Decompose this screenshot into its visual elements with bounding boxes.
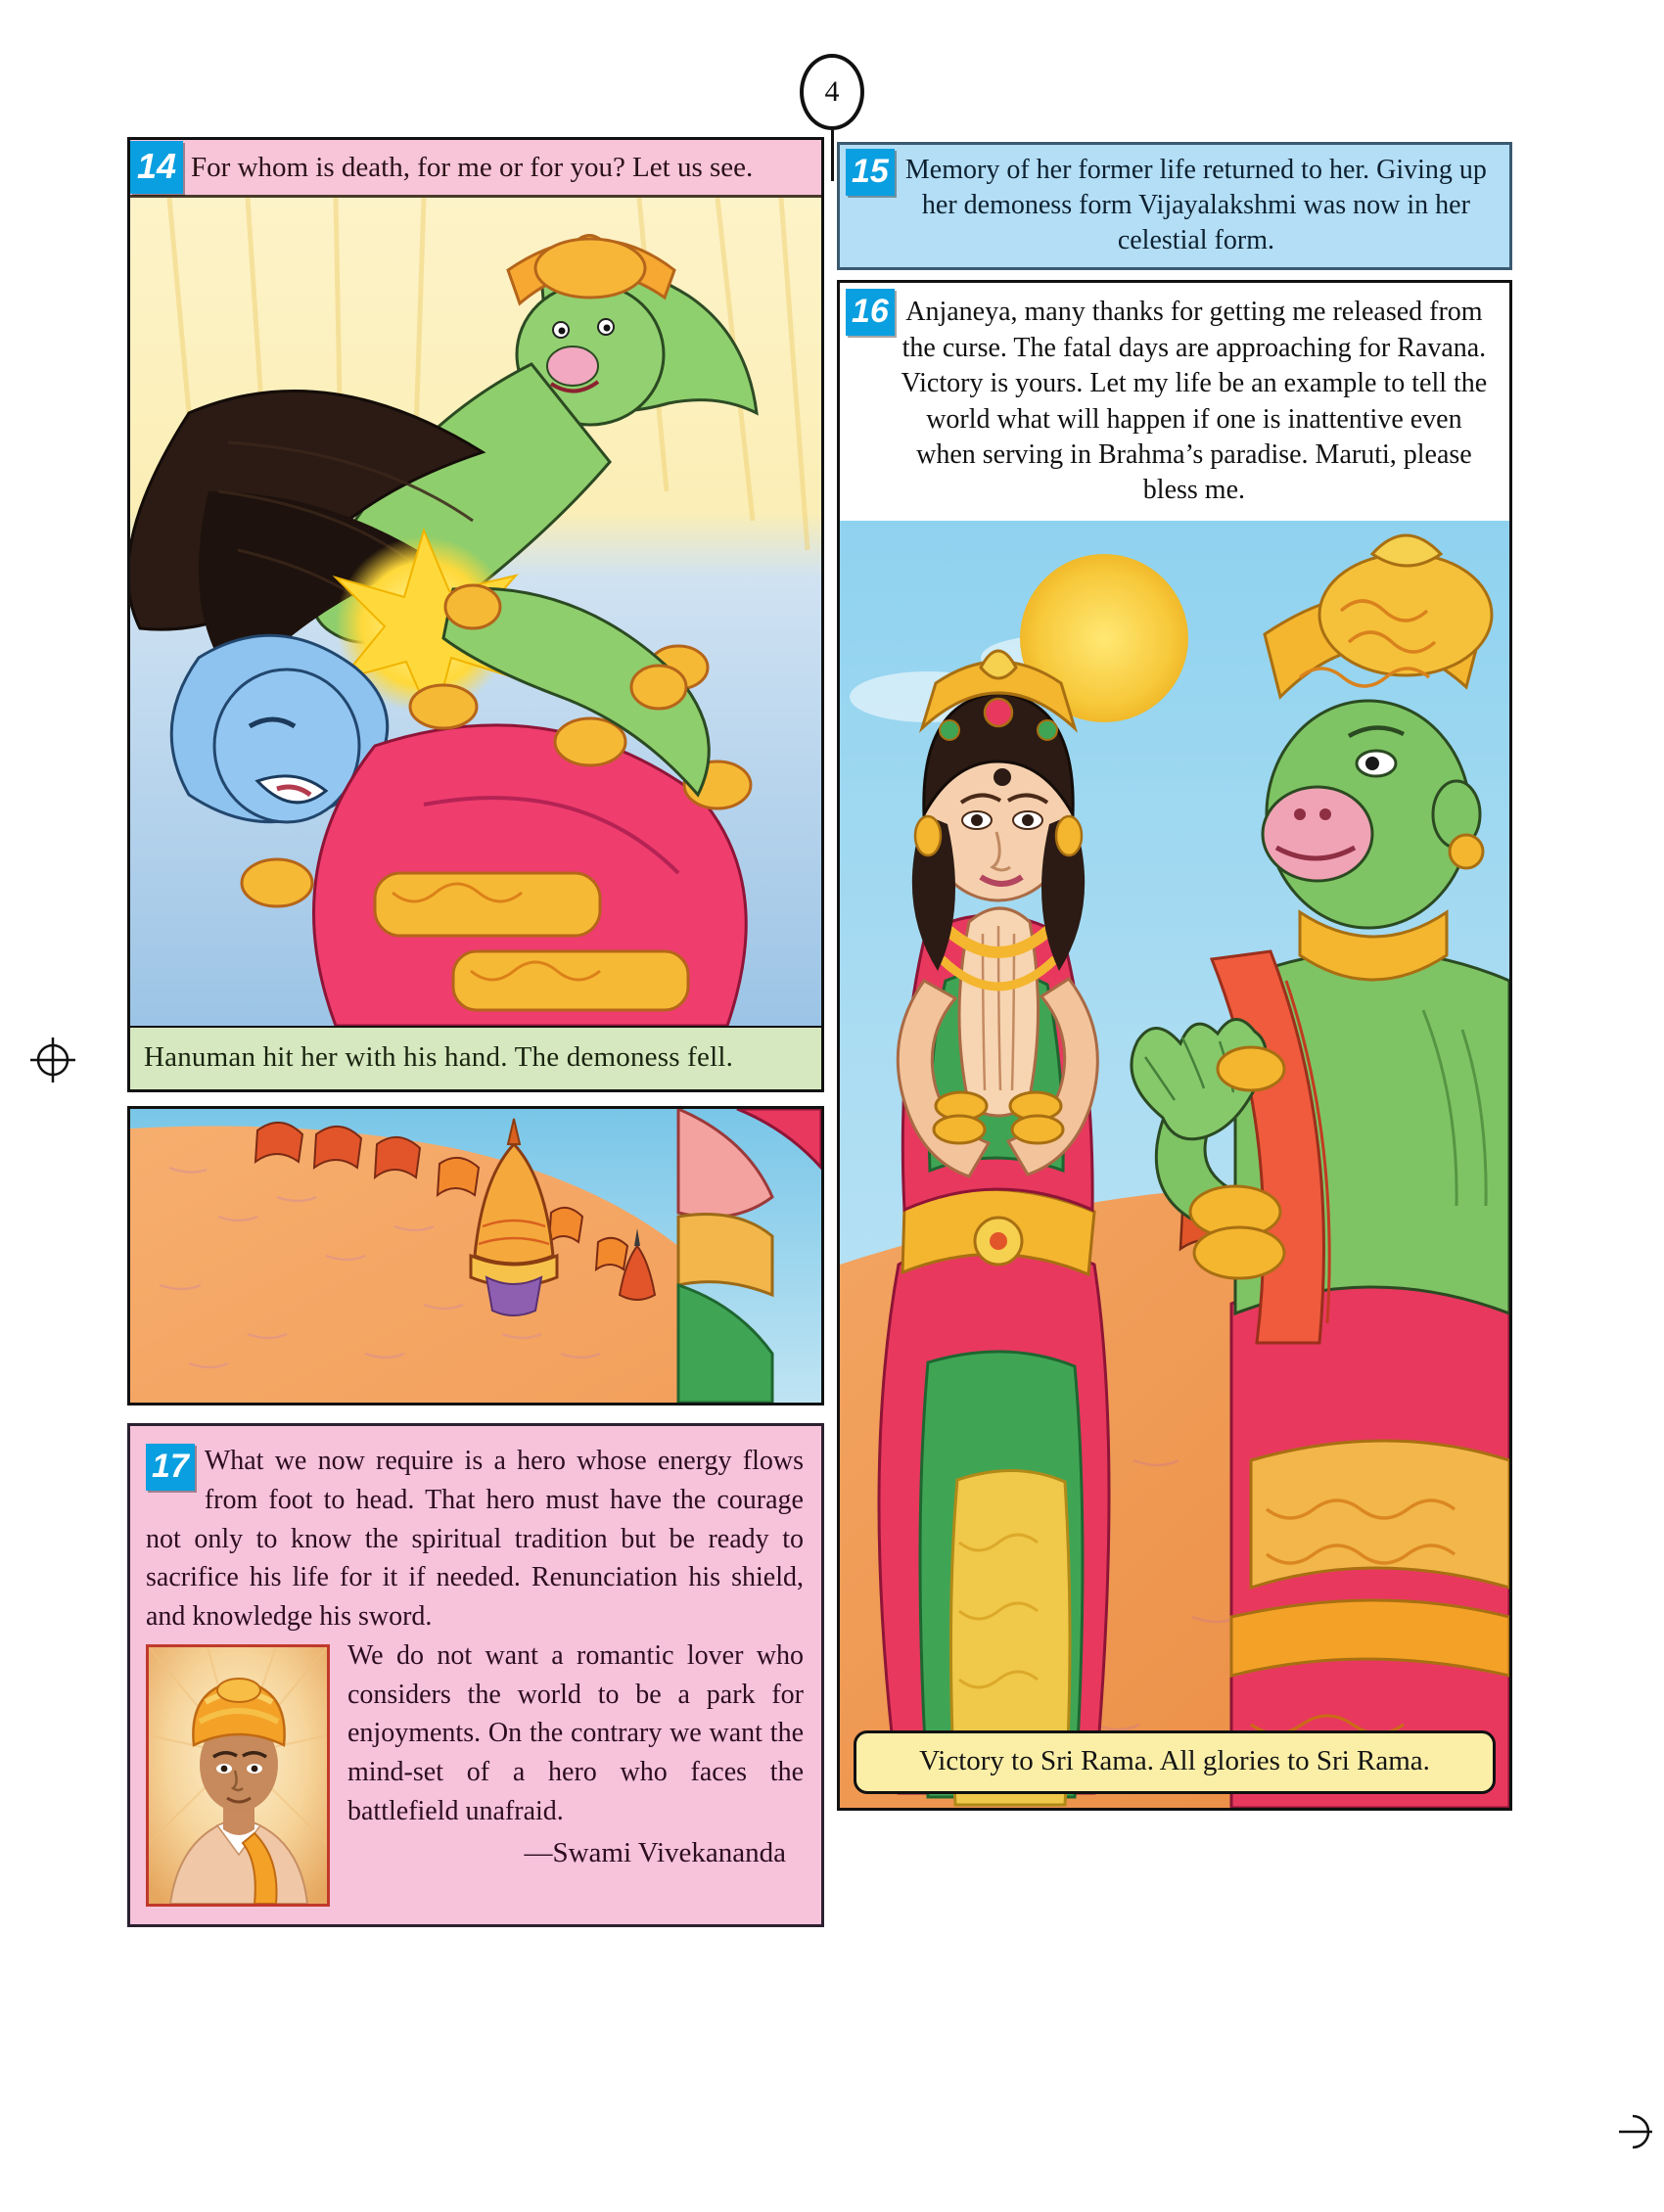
panel-16-text: Anjaneya, many thanks for getting me released from the curse. The fatal days are approaching for Ravana. Victory is yours. Let my life be an example to tell the world what will happen if one is inattentive even when serving in Brahma’s paradise. Maruti, please bless me.	[901, 297, 1488, 506]
panel-15	[837, 142, 1512, 270]
panel-17-attribution: —Swami Vivekananda	[524, 1836, 786, 1868]
panel-16-artwork	[837, 521, 1512, 1811]
page-number-stem	[831, 130, 834, 181]
panel-17-number-badge: 17	[146, 1444, 195, 1491]
left-column	[127, 137, 824, 1927]
page-number: 4	[800, 54, 864, 130]
panel-15-number-badge: 15	[846, 149, 895, 196]
panel-14-artwork	[130, 198, 821, 1026]
panel-16-number-badge: 16	[846, 289, 895, 336]
panel-17-paragraph-1: What we now require is a hero whose energy flows from foot to head. That hero must have the courage not only to know the spiritual tradition but be ready to sacrifice his life for it if needed. Renunciation his shield, and knowledge his sword.	[146, 1446, 804, 1632]
panel-14-number-badge: 14	[130, 141, 183, 194]
registration-crosshair-partial-icon	[1613, 2104, 1664, 2159]
panel-17-paragraph-2: We do not want a romantic lover who considers the world to be a park for enjoyments. On the contrary we want the mind-set of a hero who faces the battlefield unafraid.	[347, 1639, 804, 1826]
right-column	[837, 142, 1512, 1811]
panel-14-balloon-text: For whom is death, for me or for you? Let us see.	[191, 151, 754, 183]
panel-14-speech-balloon	[130, 140, 821, 198]
panel-14	[127, 137, 824, 1026]
swami-vivekananda-photo	[146, 1644, 330, 1907]
panel-16	[837, 280, 1512, 520]
panel-17	[127, 1423, 824, 1927]
panel-15-text: Memory of her former life returned to her. Giving up her demoness form Vijayalakshmi was now in her celestial form.	[904, 155, 1487, 255]
panel-16-caption: Victory to Sri Rama. All glories to Sri Rama.	[854, 1730, 1496, 1794]
temple-strip-artwork	[127, 1106, 824, 1406]
registration-crosshair-icon	[25, 1033, 80, 1087]
panel-14-caption: Hanuman hit her with his hand. The demoness fell.	[127, 1026, 824, 1092]
